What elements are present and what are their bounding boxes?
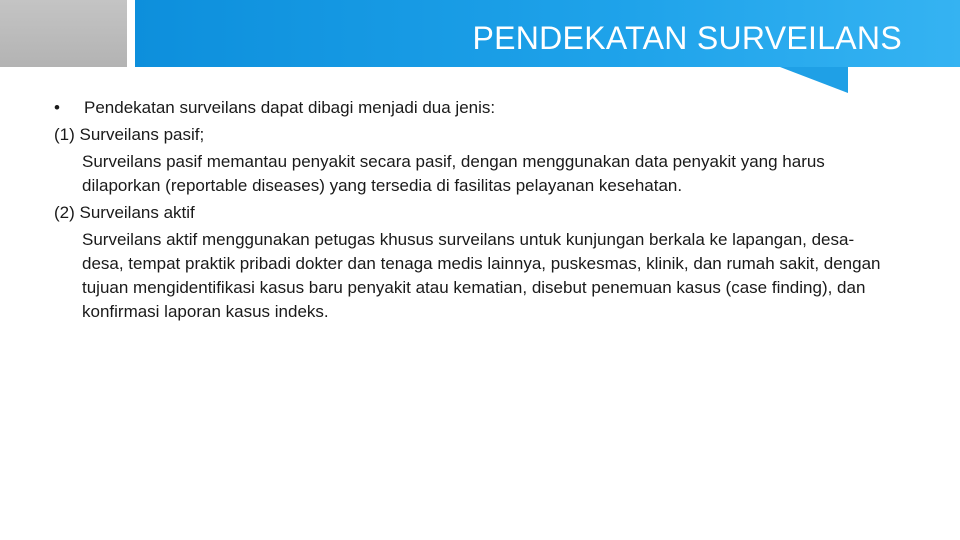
section-pasif-heading: (1) Surveilans pasif; xyxy=(54,125,205,144)
slide-content xyxy=(54,96,884,327)
section-aktif-heading: (2) Surveilans aktif xyxy=(54,203,195,222)
bullet-symbol: • xyxy=(54,98,60,117)
header-gray-block xyxy=(0,0,127,67)
section-aktif-body: Surveilans aktif menggunakan petugas khusus surveilans untuk kunjungan berkala ke lapangan, desa-desa, tempat praktik pribadi dokter dan tenaga medis lainnya, puskesmas, klinik, dan rumah sakit, dengan tujuan mengidentifikasi kasus baru penyakit atau kematian, disebut penemuan kasus (case finding), dan konfirmasi laporan kasus indeks. xyxy=(82,230,881,321)
section-pasif-body: Surveilans pasif memantau penyakit secara pasif, dengan menggunakan data penyakit yang harus dilaporkan (reportable diseases) yang tersedia di fasilitas pelayanan kesehatan. xyxy=(82,152,825,195)
intro-text: Pendekatan surveilans dapat dibagi menjadi dua jenis: xyxy=(84,98,496,117)
slide-title: PENDEKATAN SURVEILANS xyxy=(472,20,902,56)
header-blue-tail xyxy=(780,67,848,93)
intro-bullet xyxy=(54,96,884,120)
